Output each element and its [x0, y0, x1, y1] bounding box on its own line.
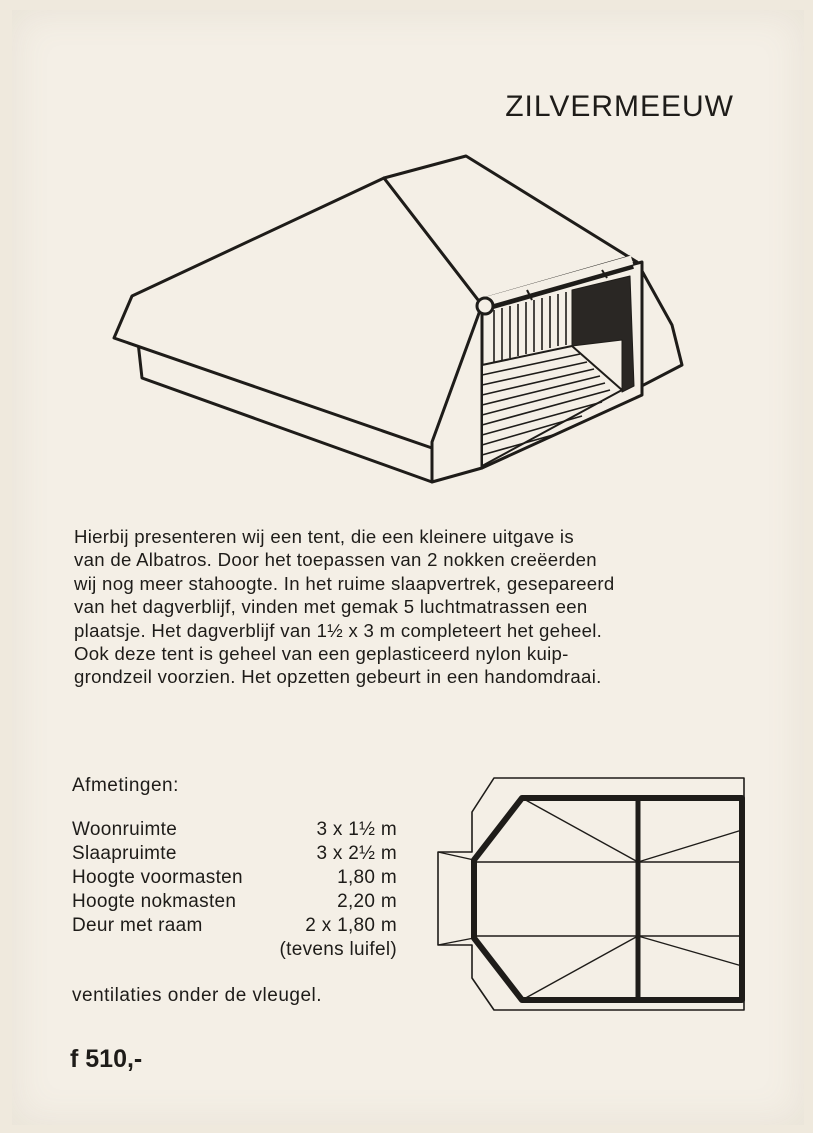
- dimension-label: Hoogte voormasten: [72, 867, 243, 888]
- dimension-label: Woonruimte: [72, 819, 178, 840]
- tent-drawing: [102, 150, 702, 490]
- intro-line: plaatsje. Het dagverblijf van 1½ x 3 m completeert het geheel.: [74, 619, 603, 641]
- dimension-value: 2 x 1,80 m: [305, 915, 397, 936]
- intro-line: Ook deze tent is geheel van een geplasticeerd nylon kuip-: [74, 643, 569, 665]
- dimension-label: Hoogte nokmasten: [72, 891, 237, 912]
- dimension-note: (tevens luifel): [279, 939, 397, 960]
- dimension-value: 3 x 1½ m: [316, 819, 397, 840]
- intro-line: van het dagverblijf, vinden met gemak 5 luchtmatrassen een: [74, 596, 588, 618]
- dimensions-list: [72, 818, 397, 962]
- dimensions-heading: Afmetingen:: [72, 775, 179, 796]
- page-title: ZILVERMEEUW: [505, 90, 734, 123]
- ventilation-note: ventilaties onder de vleugel.: [72, 985, 323, 1006]
- price: f 510,-: [70, 1045, 143, 1073]
- intro-line: grondzeil voorzien. Het opzetten gebeurt in een handomdraai.: [74, 666, 602, 688]
- dimension-row: [72, 890, 397, 914]
- dimension-label: Slaapruimte: [72, 843, 177, 864]
- dimension-row: [72, 842, 397, 866]
- dimension-row: [72, 914, 397, 938]
- floor-plan-drawing: [432, 770, 752, 1020]
- dimension-value: 2,20 m: [337, 891, 397, 912]
- intro-line: van de Albatros. Door het toepassen van 2 nokken creëerden: [74, 549, 597, 571]
- dimension-value: 1,80 m: [337, 867, 397, 888]
- intro-line: wij nog meer stahoogte. In het ruime slaapvertrek, gesepareerd: [74, 572, 615, 594]
- brochure-page: [12, 10, 804, 1125]
- dimension-value: 3 x 2½ m: [316, 843, 397, 864]
- intro-line: Hierbij presenteren wij een tent, die een kleinere uitgave is: [74, 526, 574, 547]
- intro-text: [74, 525, 754, 689]
- dimension-label: Deur met raam: [72, 915, 203, 936]
- dimension-row: [72, 866, 397, 890]
- dimension-row: [72, 818, 397, 842]
